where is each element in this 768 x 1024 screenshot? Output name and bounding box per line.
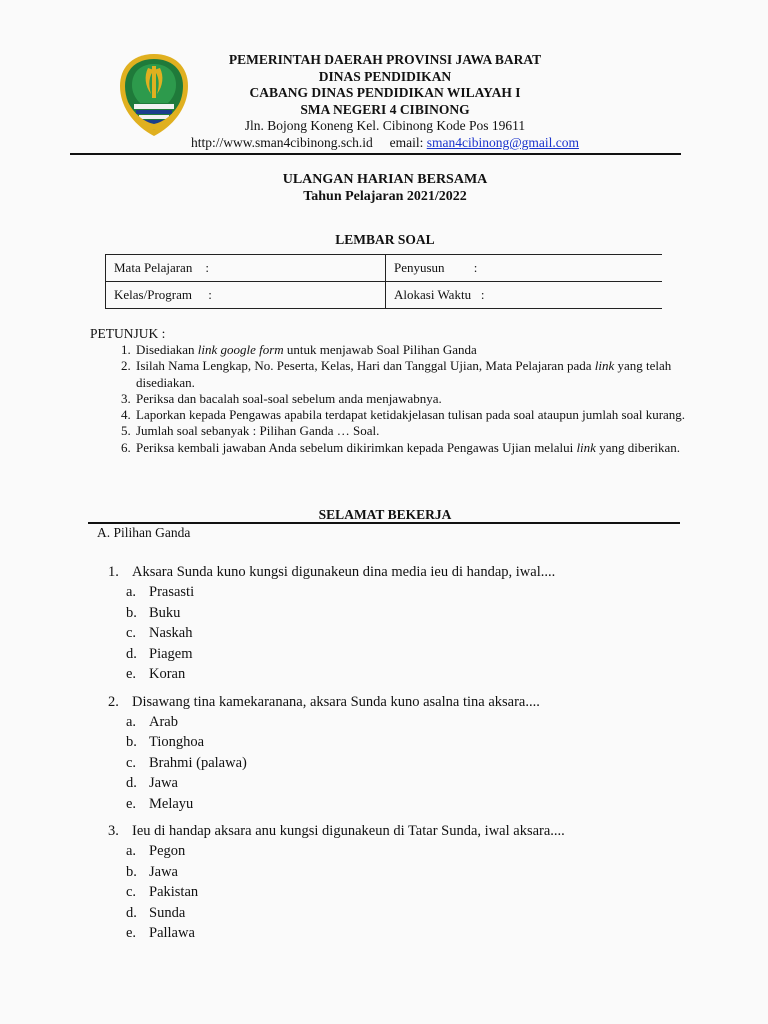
answer-option	[126, 923, 708, 944]
option-letter: d.	[126, 645, 137, 662]
answer-option	[126, 903, 708, 924]
author-label: Penyusun :	[394, 260, 478, 275]
instruction-emphasis: link	[576, 439, 596, 455]
instruction-text: yang telah disediakan.	[136, 358, 672, 390]
answer-option	[126, 664, 708, 685]
answer-option	[126, 794, 708, 815]
answer-option	[126, 773, 708, 794]
question-item	[108, 562, 708, 685]
instruction-item	[134, 342, 704, 358]
class-cell	[106, 282, 386, 309]
option-text: Jawa	[149, 775, 178, 791]
option-text: Arab	[149, 713, 178, 730]
answer-option	[126, 582, 708, 603]
option-letter: c.	[126, 625, 137, 641]
option-letter: e.	[126, 795, 137, 812]
question-list	[108, 562, 708, 951]
answer-option	[126, 732, 708, 753]
letterhead-line-school: SMA NEGERI 4 CIBINONG	[300, 101, 470, 117]
instructions-heading: PETUNJUK :	[90, 326, 166, 341]
option-text: Sunda	[149, 904, 186, 921]
time-label: Alokasi Waktu :	[394, 287, 485, 302]
academic-year: Tahun Pelajaran 2021/2022	[303, 189, 467, 204]
question-prompt: Aksara Sunda kuno kungsi digunakeun dina media ieu di handap, iwal....	[132, 564, 556, 580]
answer-option	[126, 712, 708, 733]
time-cell	[386, 282, 663, 309]
instruction-text: Jumlah soal sebanyak : Pilihan Ganda … Soal.	[136, 423, 380, 439]
table-row	[106, 255, 663, 282]
instruction-text: Disediakan	[136, 342, 198, 357]
letterhead-line-government: PEMERINTAH DAERAH PROVINSI JAWA BARAT	[228, 52, 542, 67]
option-list	[108, 841, 708, 944]
question-text	[108, 692, 708, 712]
question-prompt: Ieu di handap aksara anu kungsi digunakeun di Tatar Sunda, iwal aksara....	[132, 823, 565, 839]
letterhead-line-agency: DINAS PENDIDIKAN	[318, 68, 452, 84]
answer-option	[126, 603, 708, 624]
author-cell	[386, 255, 663, 282]
answer-option	[126, 862, 708, 883]
option-letter: d.	[126, 904, 137, 921]
exam-title: ULANGAN HARIAN BERSAMA	[282, 172, 488, 187]
option-text: Buku	[149, 604, 181, 621]
option-text: Naskah	[149, 625, 193, 641]
option-letter: b.	[126, 734, 137, 750]
question-text	[108, 562, 708, 582]
option-letter: b.	[126, 604, 137, 621]
email-label: email:	[389, 135, 424, 150]
option-text: Brahmi (palawa)	[149, 754, 247, 771]
option-text: Melayu	[149, 795, 194, 812]
exam-info-table	[105, 254, 662, 309]
sheet-title: LEMBAR SOAL	[335, 232, 435, 247]
option-text: Pallawa	[149, 925, 195, 941]
option-text: Tionghoa	[149, 734, 205, 750]
letterhead-line-branch: CABANG DINAS PENDIDIKAN WILAYAH I	[249, 85, 521, 100]
option-text: Piagem	[149, 645, 193, 662]
instruction-item	[134, 358, 704, 391]
header-divider	[70, 153, 681, 155]
instructions-list	[108, 342, 704, 456]
option-letter: a.	[126, 713, 137, 730]
option-letter: b.	[126, 863, 137, 880]
subject-label: Mata Pelajaran :	[114, 260, 209, 275]
option-text: Jawa	[149, 863, 178, 880]
question-prompt: Disawang tina kamekaranana, aksara Sunda kuno asalna tina aksara....	[132, 693, 540, 710]
instruction-item	[134, 407, 704, 423]
option-text: Pakistan	[149, 884, 199, 900]
section-divider	[88, 522, 680, 524]
instruction-text: Periksa dan bacalah soal-soal sebelum anda menjawabnya.	[136, 390, 442, 406]
instruction-text: Laporkan kepada Pengawas apabila terdapat ketidakjelasan tulisan pada soal ataupun jumlah soal kurang.	[136, 407, 686, 423]
question-number: 3.	[108, 823, 119, 839]
option-list	[108, 712, 708, 815]
option-letter: a.	[126, 584, 137, 600]
option-letter: e.	[126, 666, 137, 682]
section-heading: A. Pilihan Ganda	[97, 525, 191, 540]
class-label: Kelas/Program :	[114, 287, 212, 302]
question-number: 2.	[108, 693, 119, 710]
option-letter: d.	[126, 775, 137, 791]
instruction-text: Isilah Nama Lengkap, No. Peserta, Kelas, Hari dan Tanggal Ujian, Mata Pelajaran pada	[136, 358, 595, 374]
closing-text: SELAMAT BEKERJA	[318, 507, 452, 522]
question-item	[108, 692, 708, 815]
instruction-text: Periksa kembali jawaban Anda sebelum dikirimkan kepada Pengawas Ujian melalui	[136, 439, 577, 455]
option-letter: a.	[126, 843, 137, 859]
option-text: Prasasti	[149, 584, 195, 600]
question-item	[108, 821, 708, 944]
table-row	[106, 282, 663, 309]
instruction-item	[134, 440, 704, 456]
email-link[interactable]: sman4cibinong@gmail.com	[426, 135, 580, 150]
answer-option	[126, 753, 708, 774]
letterhead-address: Jln. Bojong Koneng Kel. Cibinong Kode Pos 19611	[244, 118, 526, 133]
instruction-text: yang diberikan.	[595, 439, 681, 455]
website-text: http://www.sman4cibinong.sch.id	[190, 135, 373, 150]
answer-option	[126, 841, 708, 862]
answer-option	[126, 644, 708, 665]
question-number: 1.	[108, 564, 119, 580]
option-text: Pegon	[149, 843, 186, 859]
instruction-item	[134, 391, 704, 407]
instruction-emphasis: link google form	[197, 342, 284, 357]
answer-option	[126, 623, 708, 644]
question-text	[108, 821, 708, 841]
letterhead	[170, 52, 600, 135]
option-letter: c.	[126, 884, 137, 900]
letterhead-contact	[120, 135, 650, 151]
option-text: Koran	[149, 666, 186, 682]
option-letter: e.	[126, 925, 137, 941]
option-list	[108, 582, 708, 685]
instruction-item	[134, 423, 704, 439]
answer-option	[126, 882, 708, 903]
subject-cell	[106, 255, 386, 282]
option-letter: c.	[126, 754, 137, 771]
instruction-text: untuk menjawab Soal Pilihan Ganda	[283, 342, 477, 357]
instruction-emphasis: link	[594, 358, 615, 374]
